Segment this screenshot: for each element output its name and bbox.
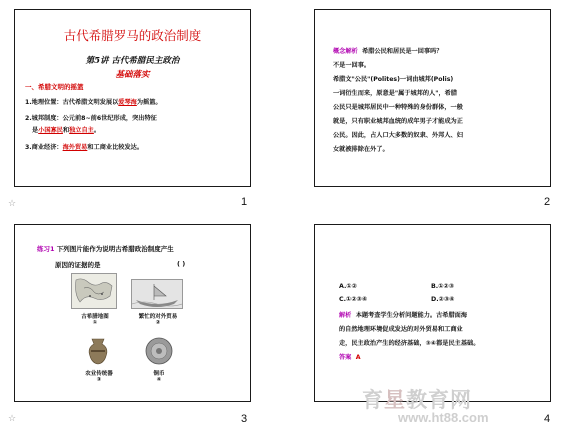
concept-line: 公民。因此，占人口大多数的奴隶、外邦人、妇	[333, 132, 463, 139]
slide-2	[314, 9, 551, 187]
blank-answer: 小国寡民	[38, 127, 63, 134]
answer-paren: ( )	[177, 260, 186, 268]
caption-mark: ②	[155, 320, 161, 326]
concept-question: 概念解析 希腊公民和居民是一回事吗？	[333, 48, 443, 55]
greek-map-image	[71, 273, 117, 309]
ship-icon	[132, 280, 182, 308]
map-icon	[72, 274, 116, 308]
slide-1	[14, 9, 251, 187]
caption-coin: 铜币	[153, 371, 165, 377]
concept-line: 女就被排除在外了。	[333, 146, 389, 153]
caption-map: 古希腊地图	[81, 314, 109, 320]
option-c: C.①②③④	[339, 296, 368, 303]
analysis-line: 的自然地理环境促成发达的对外贸易和工商业	[339, 326, 463, 333]
watermark-url: www.ht88.com	[398, 410, 489, 425]
lesson-heading: 第5讲 古代希腊民主政治	[85, 56, 180, 66]
answer-value: A	[355, 354, 361, 361]
slide-4	[314, 224, 551, 402]
slide-3	[14, 224, 251, 402]
blank-answer: 爱琴海	[118, 99, 137, 106]
point-1: 1.地理位置：古代希腊文明发展以爱琴海为摇篮。	[25, 99, 162, 106]
watermark-logo: 育星教育网	[362, 388, 472, 412]
blank-answer: 海外贸易	[62, 144, 88, 151]
concept-line: 希腊文"公民"(Polites)一词由城邦(Polis)	[333, 76, 454, 83]
slide-number: 4	[544, 413, 551, 425]
analysis-line: 走，民主政治产生的经济基础，③④都是民主基础。	[339, 340, 480, 347]
blank-answer: 独立自主	[69, 127, 94, 134]
point-2-cont: 是小国寡民和独立自主。	[32, 127, 101, 134]
point-2: 2.城邦制度：公元前8~前6世纪形成，突出特征	[25, 115, 157, 122]
star-icon: ☆	[8, 414, 17, 424]
subsection-heading: 一、希腊文明的摇篮	[25, 83, 84, 91]
option-b: B.①②③	[431, 283, 455, 290]
concept-label: 概念解析	[333, 48, 358, 55]
concept-line: 就是，只有职业城邦血统的成年男子才能成为正	[333, 118, 463, 125]
star-icon: ☆	[8, 199, 17, 209]
slide-number: 1	[241, 196, 248, 208]
option-d: D.②③④	[431, 296, 455, 303]
vase-image	[83, 336, 113, 366]
section-heading: 基础落实	[115, 70, 150, 80]
vase-icon	[83, 336, 113, 366]
concept-line: 公民只是城邦居民中一种特殊的身份群体，一般	[333, 104, 463, 111]
caption-vase: 农业传统器	[85, 371, 113, 377]
answer-line	[339, 352, 360, 361]
caption-mark: ①	[92, 320, 98, 326]
slide-number: 3	[241, 413, 248, 425]
coin-image	[144, 336, 174, 366]
trade-image	[131, 279, 183, 309]
exercise-question-cont: 原因的证据的是	[55, 261, 101, 269]
exercise-label: 练习1	[37, 245, 55, 253]
caption-mark: ③	[96, 377, 102, 383]
concept-line: 一词衍生而来，原意是"属于城邦的人"，希腊	[333, 90, 458, 97]
exercise-question: 练习1 下列图片能作为说明古希腊政治制度产生	[37, 245, 174, 253]
coin-icon	[144, 336, 174, 366]
analysis-label: 解析	[339, 312, 352, 319]
caption-mark: ④	[156, 377, 162, 383]
answer-label: 答案	[339, 354, 352, 361]
point-3: 3.商业经济：海外贸易和工商业比较发达。	[25, 144, 144, 151]
caption-trade: 繁忙的对外贸易	[138, 314, 178, 320]
option-a: A.①②	[339, 283, 358, 290]
concept-line: 不是一回事。	[333, 62, 371, 69]
slide-title: 古代希腊罗马的政治制度	[63, 28, 202, 43]
slide-number: 2	[544, 196, 551, 208]
analysis-line: 解析 本题考查学生分析问题能力。古希腊面海	[339, 312, 468, 319]
